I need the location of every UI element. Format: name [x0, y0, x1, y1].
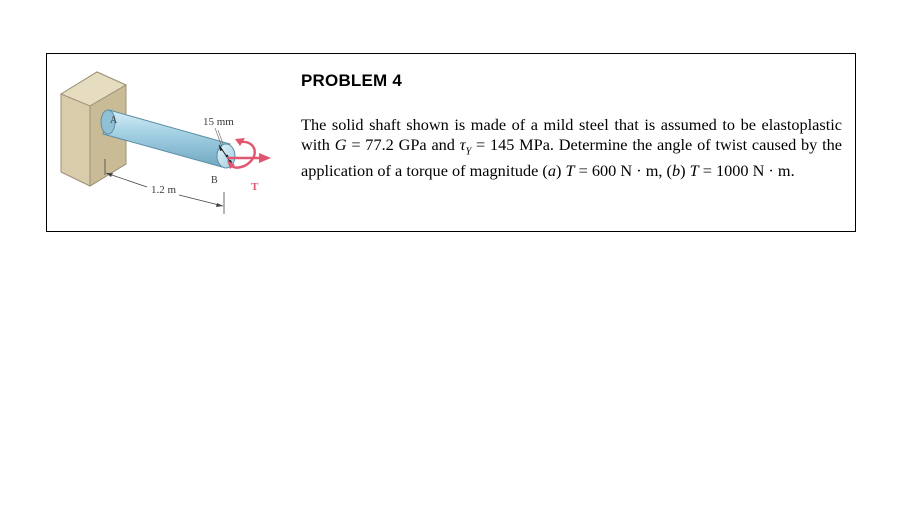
problem-title: PROBLEM 4	[301, 71, 402, 90]
part-a-label: a	[547, 161, 556, 181]
part-b-label: b	[671, 161, 681, 181]
label-diameter: 15 mm	[203, 116, 234, 128]
tau-subscript-text: Y	[465, 145, 472, 157]
tau-symbol: τ	[459, 134, 466, 154]
text-segment: = 77.2 GPa and	[346, 134, 460, 154]
problem-statement	[301, 115, 842, 181]
problem-box	[46, 53, 856, 232]
label-length: 1.2 m	[151, 184, 177, 196]
text-segment: = 600 N · m, (	[574, 161, 672, 181]
label-B: B	[211, 175, 218, 186]
text-segment: )	[556, 161, 566, 181]
modulus-symbol: G	[334, 134, 347, 154]
torque-symbol: T	[565, 161, 575, 181]
shaft-drawing	[47, 54, 297, 231]
label-torque: T	[251, 181, 259, 193]
text-segment: = 145 MPa. Determine the angle of twist caused by the application of a torque of magnitude (	[301, 134, 842, 181]
shaft-figure	[47, 54, 297, 231]
text-segment: )	[680, 161, 690, 181]
text-segment: The solid shaft shown is made of a mild steel that is assumed to be elastoplastic with	[301, 115, 842, 154]
torque-symbol: T	[689, 161, 699, 181]
text-segment: = 1000 N · m.	[698, 161, 795, 181]
label-A: A	[110, 115, 118, 126]
